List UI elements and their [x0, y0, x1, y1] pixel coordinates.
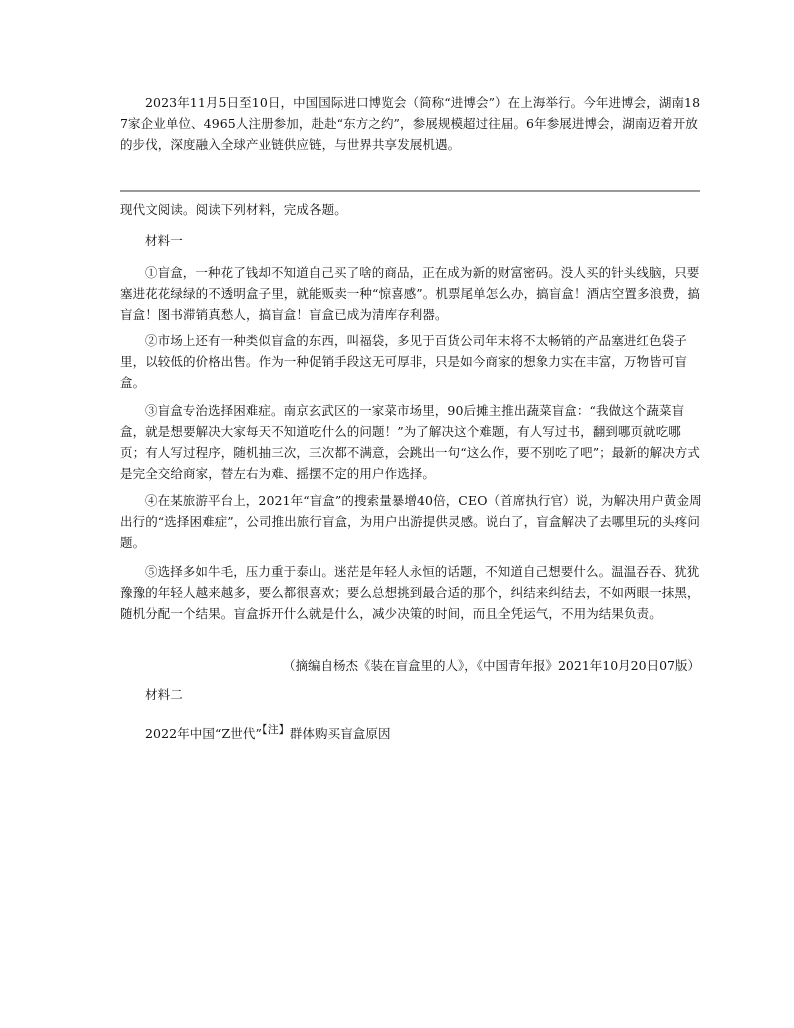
paragraph-1-block [120, 262, 702, 325]
paragraph-3-block [120, 400, 702, 484]
material2-title-block [120, 684, 702, 705]
paragraph-5-block [120, 561, 702, 624]
chart-caption [120, 723, 702, 744]
paragraph-4-block [120, 490, 702, 553]
section-divider [120, 190, 700, 192]
source-citation: （摘编自杨杰《装在盲盒里的人》，《中国青年报》2021年10月20日07版） [282, 658, 700, 673]
material1-title: 材料一 [145, 233, 183, 248]
intro-paragraph: 2023年11月5日至10日，中国国际进口博览会（简称“进博会”）在上海举行。今年进博会，湖南187家企业单位、4965人注册参加，赴赴“东方之约”，参展规模超过往届。6年参展进博会，湖南迈着开放的步伐，深度融入全球产业链供应链，与世界共享发展机遇。 [120, 95, 701, 152]
paragraph-3: ③盲盒专治选择困难症。南京玄武区的一家菜市场里，90后摊主推出蔬菜盲盒：“我做这个蔬菜盲盒，就是想要解决大家每天不知道吃什么的问题！”为了解决这个难题，有人写过书，翻到哪页就吃哪页；有人写过程序，随机抽三次，三次都不满意，会跳出一句“这么作，要不别吃了吧”；最新的解决方式是完全交给商家，替左右为难、摇摆不定的用户作选择。 [120, 403, 700, 481]
material2-title: 材料二 [145, 687, 183, 702]
paragraph-5: ⑤选择多如牛毛，压力重于泰山。迷茫是年轻人永恒的话题，不知道自己想要什么。温温吞吞、犹犹豫豫的年轻人越来越多，要么都很喜欢；要么总想挑到最合适的那个，纠结来纠结去，不如两眼一抹黑，随机分配一个结果。盲盒拆开什么就是什么，减少决策的时间，而且全凭运气，不用为结果负责。 [120, 564, 700, 621]
paragraph-2: ②市场上还有一种类似盲盒的东西，叫福袋，多见于百货公司年末将不太畅销的产品塞进红色袋子里，以较低的价格出售。作为一种促销手段这无可厚非，只是如今商家的想象力实在丰富，万物皆可盲盒。 [120, 333, 688, 390]
paragraph-4: ④在某旅游平台上，2021年“盲盒”的搜索量暴增40倍，CEO（首席执行官）说，为解决用户黄金周出行的“选择困难症”，公司推出旅行盲盒，为用户出游提供灵感。说白了，盲盒解决了去哪里玩的头疼问题。 [120, 493, 702, 550]
chart-caption-tail: 群体购买盲盒原因 [289, 726, 391, 741]
chart-caption-main: 2022年中国“Z世代” [145, 726, 262, 741]
material1-title-block [120, 230, 702, 251]
intro-section [120, 92, 702, 155]
paragraph-2-block [120, 330, 702, 393]
chart-caption-block [120, 723, 702, 744]
reading-instruction-block [120, 199, 702, 220]
paragraph-1: ①盲盒，一种花了钱却不知道自己买了啥的商品，正在成为新的财富密码。没人买的针头线脑，只要塞进花花绿绿的不透明盒子里，就能贩卖一种“惊喜感”。机票尾单怎么办，搞盲盒！酒店空置多浪费，搞盲盒！图书滞销真愁人，搞盲盒！盲盒已成为清库存利器。 [120, 265, 700, 322]
annotation-note-marker[interactable]: 【注】 [261, 722, 290, 736]
reading-instruction: 现代文阅读。阅读下列材料，完成各题。 [120, 202, 347, 217]
